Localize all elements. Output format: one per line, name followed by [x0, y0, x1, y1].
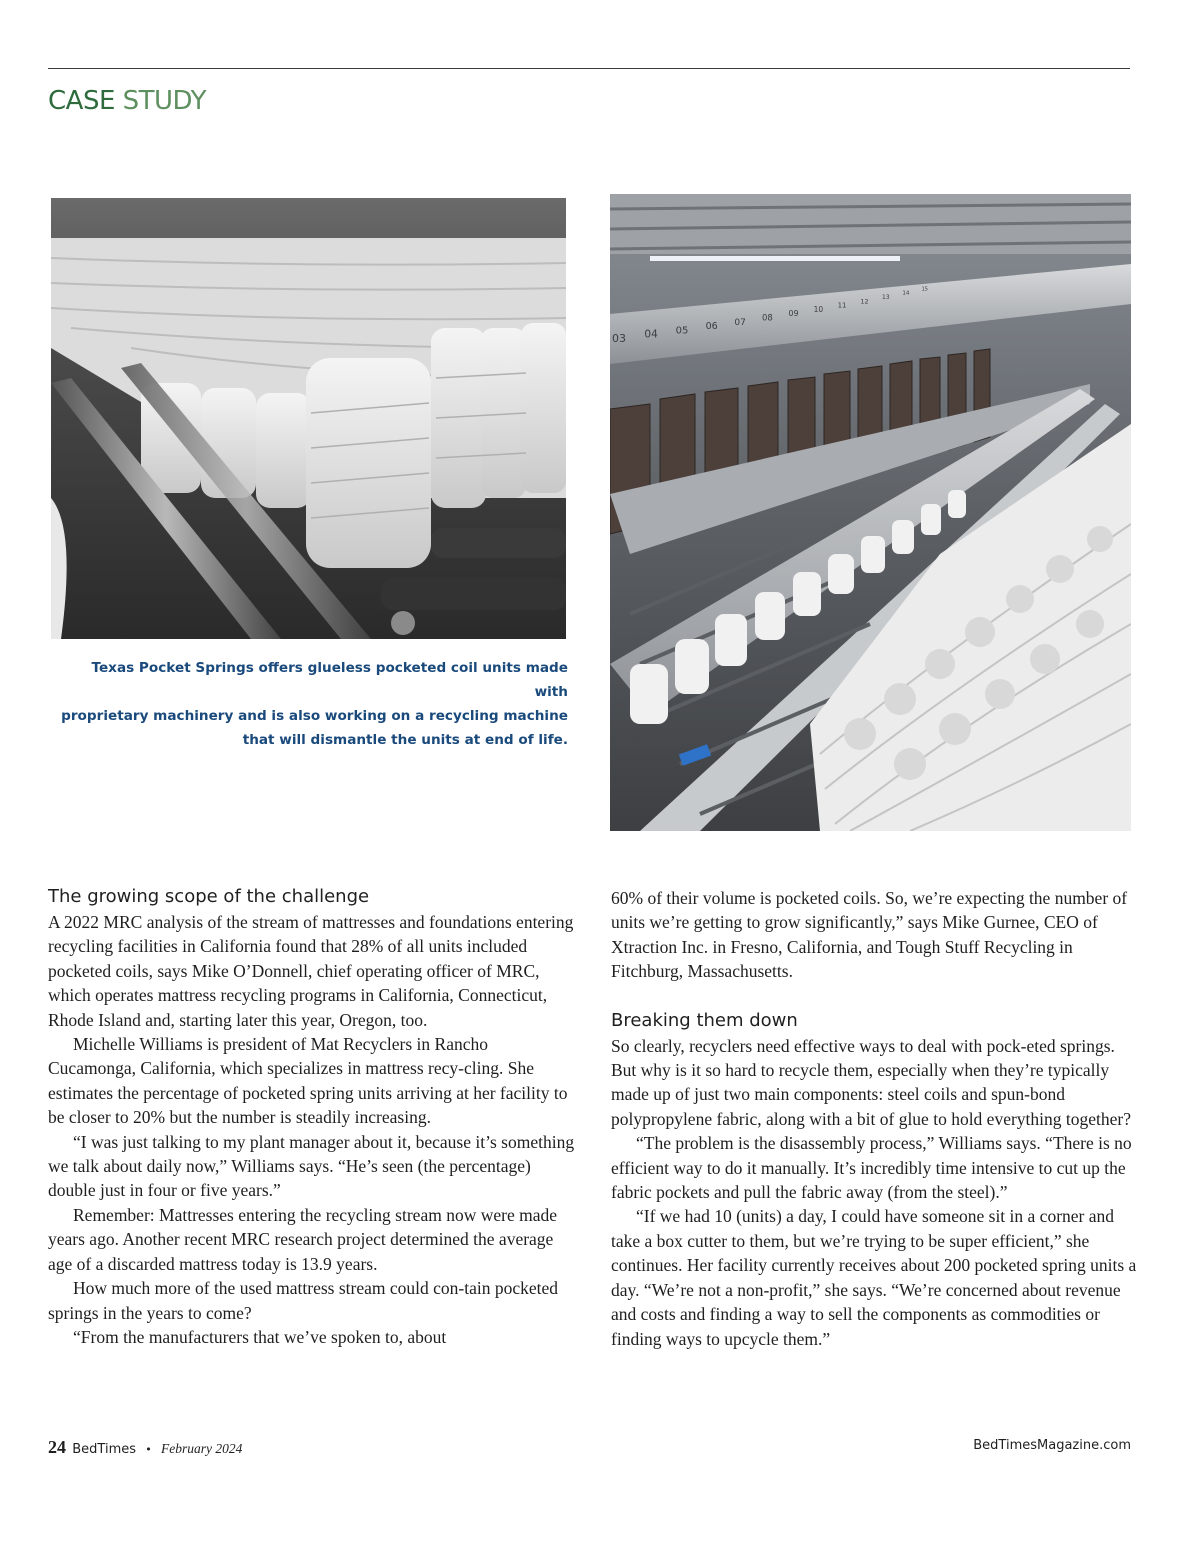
footer-publication: [48, 1437, 242, 1458]
machine-station-number: 13: [882, 294, 890, 301]
paragraph: “If we had 10 (units) a day, I could have someone sit in a corner and take a box cutter to them, but we’re trying to be super efficient,” she continues. Her facility currently receives about 200 pocketed spring units a day. “We’re not a non-profit,” she says. “We’re concerned about revenue and costs and finding a way to sell the components as commodities or finding ways to upcycle them.”: [611, 1206, 1137, 1349]
machine-station-number: 15: [921, 286, 928, 293]
article-column-left: [48, 884, 576, 1349]
photo-caption: [60, 656, 568, 752]
section-label-case: CASE: [48, 86, 115, 116]
section-label-study: STUDY: [122, 86, 207, 116]
machine-station-number: 07: [734, 317, 746, 328]
caption-line-1: Texas Pocket Springs offers glueless pocketed coil units made with: [91, 660, 568, 700]
heading-breaking-down: Breaking them down: [611, 1009, 798, 1031]
machine-station-number: 09: [788, 309, 799, 319]
pocketed-coil-units-photo: [51, 198, 566, 639]
coil-recycling-machine-photo: [610, 194, 1131, 831]
issue-date: February 2024: [161, 1441, 243, 1456]
magazine-name: BedTimes: [72, 1442, 137, 1457]
paragraph: 60% of their volume is pocketed coils. So, we’re expecting the number of units we’re getting to grow significantly,” says Mike Gurnee, CEO of Xtraction Inc. in Fresno, California, and Tough Stuff Recycling in Fitchburg, Massachusetts.: [611, 888, 1128, 982]
machine-station-number: 06: [705, 321, 718, 333]
machine-station-number: 03: [612, 332, 626, 345]
page-number: 24: [48, 1437, 66, 1457]
paragraph: So clearly, recyclers need effective ways to deal with pock-eted springs. But why is it so hard to recycle them, especially when they’re typically made up of just two main components: steel coils and spun-bond polypropylene fabric, along with a bit of glue to hold everything together?: [611, 1035, 1131, 1129]
paragraph: “The problem is the disassembly process,” Williams says. “There is no efficient way to do it manually. It’s incredibly time intensive to cut up the fabric pockets and pull the fabric away (from the steel).”: [611, 1133, 1132, 1203]
machine-station-number: 11: [837, 301, 847, 310]
machine-station-number: 05: [675, 325, 689, 337]
recycling-machine-photo: [610, 194, 1131, 831]
machine-station-number: 08: [762, 313, 773, 324]
caption-line-3: that will dismantle the units at end of life.: [242, 732, 568, 748]
article-column-right: [611, 886, 1139, 1351]
machine-station-number: 10: [813, 304, 824, 314]
paragraph: “From the manufacturers that we’ve spoken to, about: [73, 1326, 447, 1347]
website-link[interactable]: BedTimesMagazine.com: [973, 1438, 1131, 1453]
pocketed-coil-units-on-conveyor-photo: [51, 198, 566, 639]
footer-separator: •: [145, 1443, 152, 1456]
header-rule: [48, 68, 1130, 69]
paragraph: How much more of the used mattress stream could con-tain pocketed springs in the years to come?: [48, 1278, 558, 1323]
paragraph: Remember: Mattresses entering the recycling stream now were made years ago. Another recent MRC research project determined the average age of a discarded mattress today is 13.9 years.: [48, 1204, 557, 1274]
machine-station-number: 14: [902, 290, 910, 297]
paragraph: A 2022 MRC analysis of the stream of mattresses and foundations entering recycling facilities in California found that 28% of all units included pocketed coils, says Mike O’Donnell, chief operating officer of MRC, which operates mattress recycling programs in California, Connecticut, Rhode Island and, starting later this year, Oregon, too.: [48, 912, 574, 1030]
machine-station-number: 04: [644, 328, 658, 341]
caption-line-2: proprietary machinery and is also working on a recycling machine: [61, 708, 568, 724]
machine-station-number: 12: [860, 297, 869, 306]
paragraph: Michelle Williams is president of Mat Recyclers in Rancho Cucamonga, California, which specializes in mattress recy-cling. She estimates the percentage of pocketed spring units arriving at her facility to be closer to 20% but the number is steadily increasing.: [48, 1034, 568, 1128]
section-label: [48, 86, 206, 116]
paragraph: “I was just talking to my plant manager about it, because it’s something we talk about daily now,” Williams says. “He’s seen (the percentage) double just in four or five years.”: [48, 1131, 575, 1201]
heading-growing-scope: The growing scope of the challenge: [48, 886, 370, 907]
